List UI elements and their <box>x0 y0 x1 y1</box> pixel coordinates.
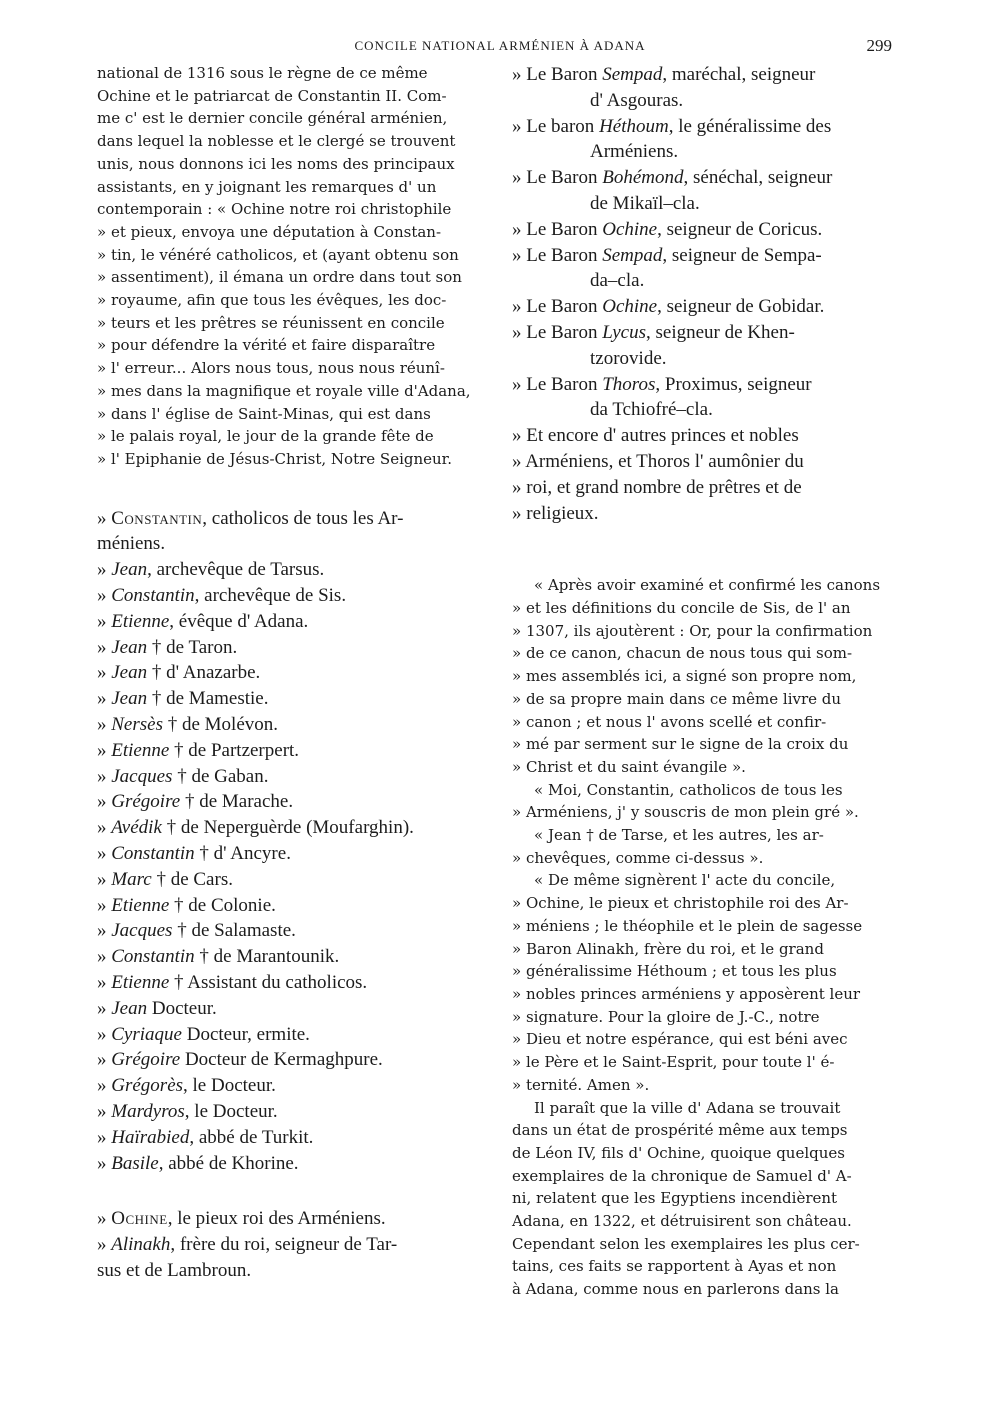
text-line: dans un état de prospérité même aux temps <box>512 1121 848 1140</box>
text-line: » signature. Pour la gloire de J.-C., notre <box>512 1007 820 1026</box>
list-item: » Grégoire Docteur de Kermaghpure. <box>97 1049 383 1071</box>
text-line: de Léon IV, fils d' Ochine, quoique quelques <box>512 1143 845 1162</box>
person-title: , le pieux roi des Arméniens. <box>167 1208 386 1230</box>
person-name: Jean <box>111 997 148 1019</box>
text-line: » roi, et grand nombre de prêtres et de <box>512 476 802 498</box>
person-title: † de Cars. <box>151 868 233 890</box>
noble-prefix: » Le Baron <box>512 321 603 343</box>
text-line: » mé par serment sur le signe de la croix du <box>512 735 849 754</box>
noble-prefix: » Le Baron <box>512 218 603 240</box>
text-line: ni, relatent que les Egyptiens incendièrent <box>512 1189 838 1208</box>
noble-title-continued: tzorovide. <box>590 347 667 369</box>
text-line: Il paraît que la ville d' Adana se trouvait <box>534 1098 841 1117</box>
page-number: 299 <box>866 36 892 55</box>
noble-prefix: » Le Baron <box>512 373 603 395</box>
person-title: Docteur. <box>147 997 217 1019</box>
noble-prefix: » Le Baron <box>512 64 603 85</box>
person-title: † de Colonie. <box>169 894 276 916</box>
text-line: » généralissime Héthoum ; et tous les plus <box>512 962 837 981</box>
text-line: » de sa propre main dans ce même livre du <box>512 689 842 708</box>
list-item <box>512 114 896 166</box>
noble-title-continued: de Mikaïl–cla. <box>590 192 700 214</box>
noble-name: Héthoum <box>599 115 669 137</box>
text-line: tains, ces faits se rapportent à Ayas et non <box>512 1257 837 1276</box>
person-name: Jacques <box>111 765 173 787</box>
person-title: † de Mamestie. <box>147 688 269 710</box>
person-title: , frère du roi, seigneur de Tar- <box>170 1234 398 1256</box>
list-item: » Grégorès, le Docteur. <box>97 1075 276 1097</box>
clergy-list <box>97 506 487 1177</box>
list-item: » Jacques † de Gaban. <box>97 765 269 787</box>
text-line: unis, nous donnons ici les noms des principaux <box>97 154 455 173</box>
quote-paragraph-1 <box>512 574 896 778</box>
person-title: , catholicos de tous les Ar- <box>202 507 404 529</box>
list-item: » Basile, abbé de Khorine. <box>97 1152 299 1174</box>
list-item: » Jean † d' Anazarbe. <box>97 662 261 684</box>
text-line: à Adana, comme nous en parlerons dans la <box>512 1280 840 1299</box>
person-title: † d' Ancyre. <box>194 843 291 865</box>
closing-paragraph <box>512 1097 896 1301</box>
list-item: » Mardyros, le Docteur. <box>97 1100 278 1122</box>
list-item: » Cyriaque Docteur, ermite. <box>97 1023 310 1045</box>
noble-title: , Proximus, seigneur <box>655 373 812 395</box>
text-line: » royaume, afin que tous les évêques, les doc- <box>97 291 447 310</box>
person-title: † de Marache. <box>180 791 294 813</box>
person-name: Constantin <box>111 946 195 968</box>
text-line: » Dieu et notre espérance, qui est béni avec <box>512 1030 848 1049</box>
person-name: Etienne <box>111 610 170 632</box>
person-name: Jean <box>111 662 148 684</box>
person-name: Cyriaque <box>111 1023 182 1045</box>
person-name: Constantin <box>111 507 203 529</box>
list-item: » Constantin † d' Ancyre. <box>97 843 291 865</box>
list-item <box>512 62 896 114</box>
noble-title-continued: d' Asgouras. <box>590 89 684 111</box>
page-header <box>0 36 1000 60</box>
person-title: † de Gaban. <box>172 765 269 787</box>
list-item: » Constantin, archevêque de Sis. <box>97 585 347 607</box>
list-item: » Etienne † Assistant du catholicos. <box>97 972 368 993</box>
person-name: Mardyros <box>111 1100 185 1122</box>
text-line: assistants, en y joignant les remarques d' un <box>97 177 437 196</box>
person-title: † de Salamaste. <box>172 920 296 942</box>
text-line: Adana, en 1322, et détruisirent son château. <box>512 1212 852 1231</box>
noble-title: , seigneur de Gobidar. <box>657 296 825 318</box>
person-title: , archevêque de Tarsus. <box>147 559 325 581</box>
noble-title: , seigneur de Coricus. <box>657 218 823 240</box>
person-title: , le Docteur. <box>184 1100 278 1122</box>
text-line: » Arméniens, et Thoros l' aumônier du <box>512 450 804 472</box>
list-item: » Grégoire † de Marache. <box>97 791 294 813</box>
list-item <box>512 320 896 372</box>
person-name: Etienne <box>111 894 170 916</box>
noble-name: Ochine <box>602 296 658 318</box>
list-item <box>512 294 896 320</box>
left-column <box>97 62 487 1284</box>
text-line: » nobles princes arméniens y apposèrent leur <box>512 985 861 1003</box>
person-name: Constantin <box>111 843 195 865</box>
person-title: , archevêque de Sis. <box>194 585 347 607</box>
list-item: » Jean † de Mamestie. <box>97 688 269 710</box>
noble-title: , le généralissime des <box>668 115 832 137</box>
text-line: » le Père et le Saint-Esprit, pour toute l' é- <box>512 1053 835 1072</box>
text-line: » tin, le vénéré catholicos, et (ayant obtenu son <box>97 245 459 264</box>
person-name: Haïrabied <box>111 1126 190 1148</box>
person-title: † Assistant du catholicos. <box>169 972 368 993</box>
list-item: » Jacques † de Salamaste. <box>97 920 296 942</box>
text-line: « De même signèrent l' acte du concile, <box>534 871 836 890</box>
intro-paragraph <box>97 62 487 471</box>
text-line: » et pieux, envoya une députation à Constan- <box>97 222 442 241</box>
text-line: » 1307, ils ajoutèrent : Or, pour la confirmation <box>512 621 873 640</box>
text-line: » Arméniens, j' y souscris de mon plein gré ». <box>512 803 859 822</box>
quote-paragraph-3 <box>512 824 896 869</box>
person-name: Basile <box>111 1152 159 1174</box>
person-title: , évêque d' Adana. <box>169 610 309 632</box>
noble-prefix: » Le baron <box>512 115 600 137</box>
person-name: Avédik <box>111 817 162 839</box>
text-line: » et les définitions du concile de Sis, de l' an <box>512 599 851 618</box>
person-name: Grégoire <box>111 791 181 813</box>
text-line: Cependant selon les exemplaires les plus cer- <box>512 1234 860 1253</box>
text-line: » chevêques, comme ci-dessus ». <box>512 848 764 867</box>
noble-prefix: » Le Baron <box>512 167 603 189</box>
text-line: » le palais royal, le jour de la grande fête de <box>97 427 434 446</box>
person-title: , abbé de Turkit. <box>189 1126 314 1148</box>
person-title: , le Docteur. <box>183 1075 276 1097</box>
list-item: » Constantin † de Marantounik. <box>97 946 340 968</box>
text-line: » canon ; et nous l' avons scellé et confir- <box>512 712 827 731</box>
person-name: Etienne <box>111 972 170 993</box>
person-name: Jean <box>111 559 148 581</box>
person-name: Ochine <box>111 1208 168 1230</box>
text-line: » pour défendre la vérité et faire disparaître <box>97 336 436 355</box>
noble-title-continued: Arméniens. <box>590 141 679 163</box>
person-title: † d' Anazarbe. <box>147 662 261 684</box>
noble-title-continued: da–cla. <box>590 270 645 292</box>
text-line: » de ce canon, chacun de nous tous qui som- <box>512 644 853 663</box>
person-title: † de Molévon. <box>162 714 279 736</box>
person-name: Marc <box>111 868 152 890</box>
quote-paragraph-4 <box>512 869 896 1096</box>
noble-name: Lycus <box>602 321 646 343</box>
royals-list <box>97 1206 487 1283</box>
person-name: Alinakh <box>111 1234 171 1256</box>
person-title: , abbé de Khorine. <box>158 1152 299 1174</box>
text-line: « Moi, Constantin, catholicos de tous les <box>534 780 843 799</box>
person-name: Jean <box>111 688 148 710</box>
text-line: contemporain : « Ochine notre roi christophile <box>97 200 452 219</box>
text-line: » mes assemblés ici, a signé son propre nom, <box>512 667 857 686</box>
nobles-list <box>512 62 896 423</box>
person-title: † de Partzerpert. <box>169 739 300 761</box>
text-line: » méniens ; le théophile et le plein de sagesse <box>512 916 863 935</box>
noble-prefix: » Le Baron <box>512 296 603 318</box>
text-line: » Christ et du saint évangile ». <box>512 757 746 776</box>
noble-name: Ochine <box>602 218 658 240</box>
person-title: † de Marantounik. <box>194 946 340 968</box>
running-title: CONCILE NATIONAL ARMÉNIEN À ADANA <box>354 38 646 53</box>
text-line: » teurs et les prêtres se réunissent en concile <box>97 313 445 332</box>
noble-title: , seigneur de Sempa- <box>662 244 822 266</box>
noble-title: , seigneur de Khen- <box>646 321 795 343</box>
person-title: Docteur de Kermaghpure. <box>180 1049 383 1071</box>
text-line: » religieux. <box>512 502 599 524</box>
text-line: dans lequel la noblesse et le clergé se trouvent <box>97 132 456 151</box>
text-line: » dans l' église de Saint-Minas, qui est dans <box>97 404 431 423</box>
noble-name: Bohémond <box>602 167 684 189</box>
list-item: » Etienne † de Colonie. <box>97 894 276 916</box>
text-line: » ternité. Amen ». <box>512 1075 650 1094</box>
list-item: » Etienne, évêque d' Adana. <box>97 610 309 632</box>
text-line: » mes dans la magnifique et royale ville d'Adana, <box>97 381 471 400</box>
list-item: » Marc † de Cars. <box>97 868 233 890</box>
list-item: » Constantin, catholicos de tous les Ar- méniens. <box>97 506 487 558</box>
person-name: Grégorès <box>111 1075 184 1097</box>
person-title: Docteur, ermite. <box>181 1023 310 1045</box>
text-line: » Ochine, le pieux et christophile roi des Ar- <box>512 894 849 913</box>
list-item: » Nersès † de Molévon. <box>97 714 279 736</box>
list-item: » Jean, archevêque de Tarsus. <box>97 559 325 581</box>
person-title-continued: sus et de Lambroun. <box>97 1259 252 1281</box>
text-line: » Baron Alinakh, frère du roi, et le grand <box>512 939 824 958</box>
person-title-continued: méniens. <box>97 533 166 555</box>
text-line: me c' est le dernier concile général arménien, <box>97 109 448 128</box>
person-title: † de Taron. <box>147 636 238 658</box>
person-name: Jacques <box>111 920 173 942</box>
list-item <box>512 372 896 424</box>
text-line: » l' erreur... Alors nous tous, nous nous réunî- <box>97 359 445 378</box>
text-line: « Jean † de Tarse, et les autres, les ar- <box>534 826 824 845</box>
list-item: » Avédik † de Neperguèrde (Moufarghin). <box>97 817 414 839</box>
noble-title-continued: da Tchiofré–cla. <box>590 399 713 421</box>
noble-title: , sénéchal, seigneur <box>683 167 833 189</box>
noble-name: Sempad <box>602 244 663 266</box>
closing-lines <box>512 423 896 526</box>
person-name: Nersès <box>111 714 163 736</box>
noble-title: , maréchal, seigneur <box>662 64 816 85</box>
list-item <box>512 165 896 217</box>
list-item: » Ochine, le pieux roi des Arméniens. <box>97 1208 386 1230</box>
noble-prefix: » Le Baron <box>512 244 603 266</box>
person-title: † de Neperguèrde (Moufarghin). <box>161 817 414 839</box>
text-line: » l' Epiphanie de Jésus-Christ, Notre Seigneur. <box>97 449 452 468</box>
list-item <box>512 243 896 295</box>
text-line: Ochine et le patriarcat de Constantin II. Com- <box>97 86 447 105</box>
person-name: Etienne <box>111 739 170 761</box>
text-line: » assentiment), il émana un ordre dans tout son <box>97 268 462 287</box>
person-name: Grégoire <box>111 1049 181 1071</box>
noble-name: Sempad <box>602 64 663 85</box>
list-item: » Jean Docteur. <box>97 997 217 1019</box>
list-item: » Haïrabied, abbé de Turkit. <box>97 1126 314 1148</box>
list-item: » Etienne † de Partzerpert. <box>97 739 300 761</box>
text-line: exemplaires de la chronique de Samuel d' A- <box>512 1166 852 1185</box>
person-name: Constantin <box>111 585 195 607</box>
text-line: national de 1316 sous le règne de ce même <box>97 64 428 82</box>
right-column <box>512 62 896 1301</box>
list-item: » Jean † de Taron. <box>97 636 238 658</box>
quote-paragraph-2 <box>512 779 896 824</box>
list-item: » Alinakh, frère du roi, seigneur de Tar- sus et de Lambroun. <box>97 1232 487 1284</box>
noble-name: Thoros <box>602 373 656 395</box>
person-name: Jean <box>111 636 148 658</box>
text-line: « Après avoir examiné et confirmé les canons <box>534 576 881 595</box>
text-line: » Et encore d' autres princes et nobles <box>512 425 799 447</box>
list-item <box>512 217 896 243</box>
